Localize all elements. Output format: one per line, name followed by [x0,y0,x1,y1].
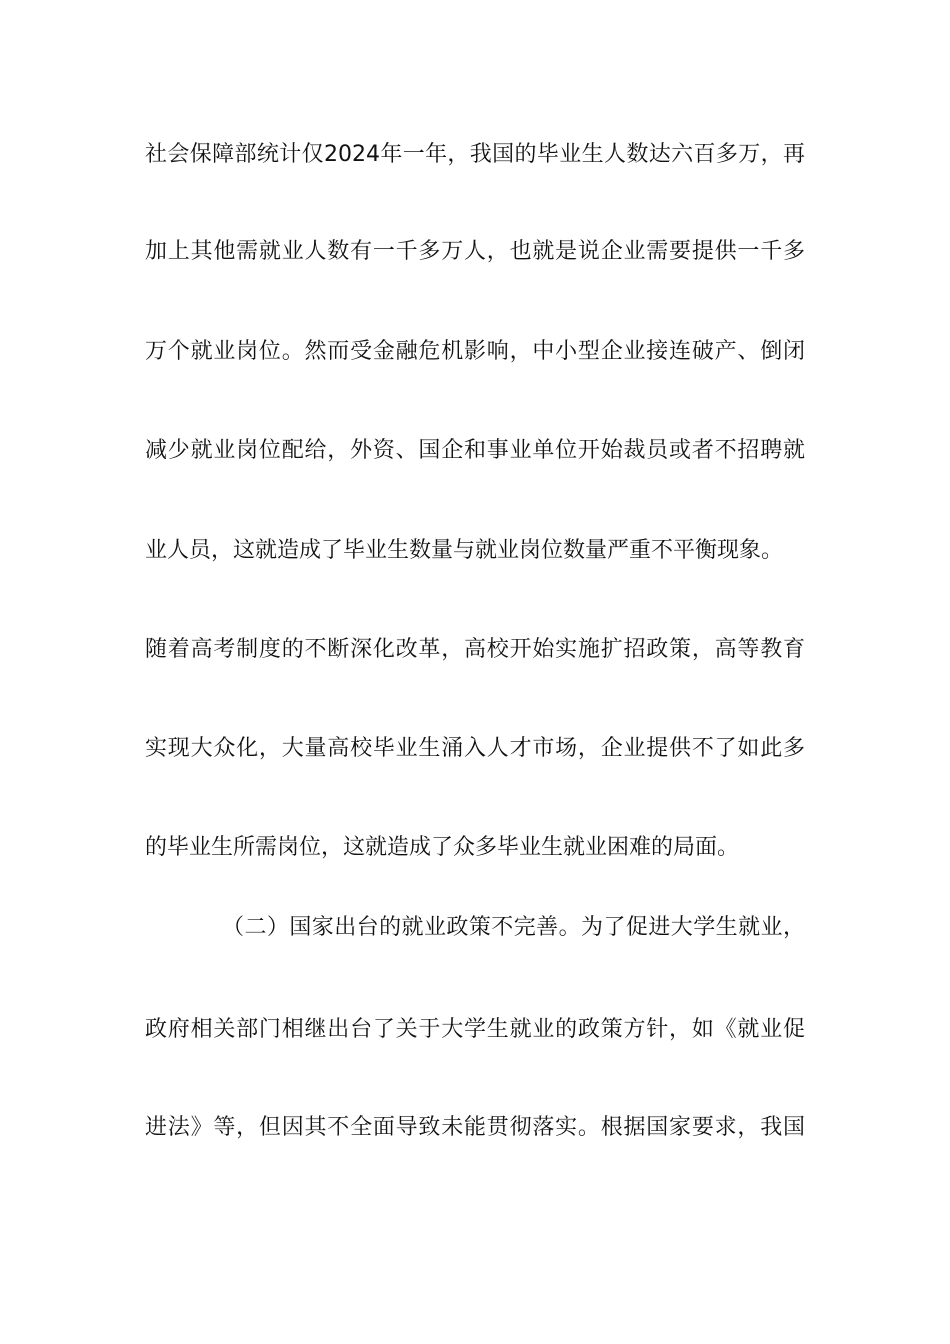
paragraph-line: 业人员，这就造成了毕业生数量与就业岗位数量严重不平衡现象。 [145,538,784,563]
paragraph-line: 随着高考制度的不断深化改革，高校开始实施扩招政策，高等教育 [145,637,805,662]
paragraph-line: 加上其他需就业人数有一千多万人，也就是说企业需要提供一千多 [145,239,805,264]
paragraph-line: 减少就业岗位配给，外资、国企和事业单位开始裁员或者不招聘就 [145,438,805,463]
section-heading-line: （二）国家出台的就业政策不完善。为了促进大学生就业， [222,915,805,940]
paragraph-line: 万个就业岗位。然而受金融危机影响，中小型企业接连破产、倒闭 [145,339,805,364]
paragraph-line: 实现大众化，大量高校毕业生涌入人才市场，企业提供不了如此多 [145,736,805,761]
paragraph-line: 进法》等，但因其不全面导致未能贯彻落实。根据国家要求，我国 [145,1115,805,1140]
paragraph-line: 政府相关部门相继出台了关于大学生就业的政策方针，如《就业促 [145,1017,805,1042]
paragraph-line: 社会保障部统计仅2024年一年，我国的毕业生人数达六百多万，再 [145,142,805,167]
paragraph-line: 的毕业生所需岗位，这就造成了众多毕业生就业困难的局面。 [145,835,740,860]
